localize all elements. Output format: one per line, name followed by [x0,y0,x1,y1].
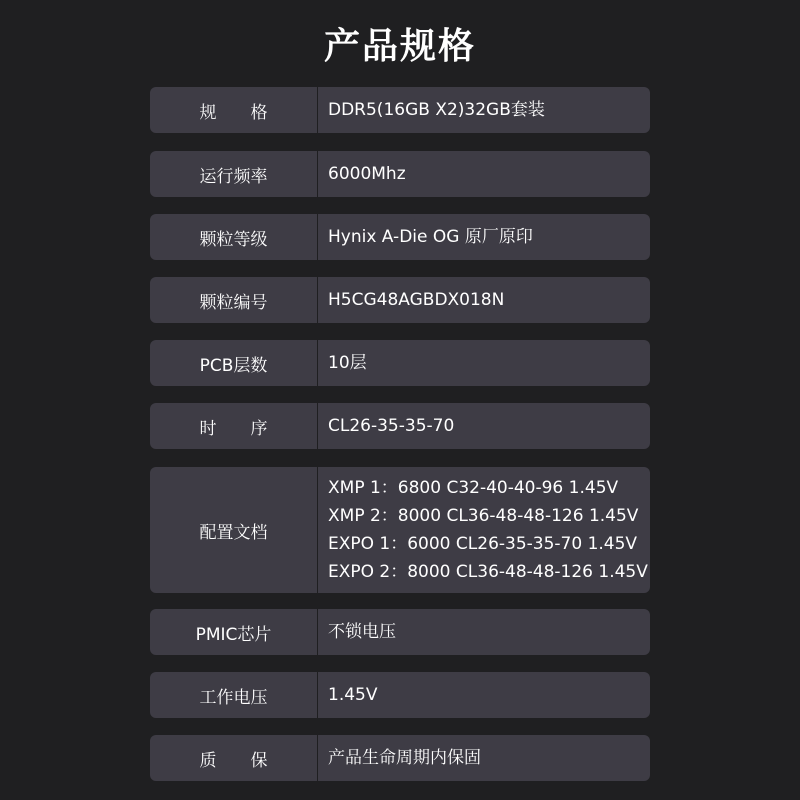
spec-label: PMIC芯片 [195,624,272,645]
profile-line: XMP 1：6800 C32-40-40-96 1.45V [328,478,619,498]
divider [317,214,318,260]
divider [317,609,318,655]
spec-label: 工作电压 [199,687,268,708]
spec-value: Hynix A-Die OG 原厂原印 [328,227,533,247]
spec-label: 颗粒等级 [199,229,268,250]
spec-row-warranty [150,735,650,781]
page-title: 产品规格 [323,26,476,67]
spec-value: DDR5(16GB X2)32GB套装 [328,100,545,120]
profile-line: EXPO 2：8000 CL36-48-48-126 1.45V [328,562,648,582]
spec-label: 规 格 [199,102,268,123]
spec-value: 产品生命周期内保固 [328,748,481,768]
spec-row-timing [150,403,650,449]
spec-row-chip-number [150,277,650,323]
profile-line: XMP 2：8000 CL36-48-48-126 1.45V [328,506,639,526]
divider [317,151,318,197]
divider [317,340,318,386]
spec-value: 不锁电压 [328,622,396,642]
spec-row-voltage [150,672,650,718]
spec-row-size [150,87,650,133]
spec-value: H5CG48AGBDX018N [328,290,505,310]
spec-value: 1.45V [328,685,378,705]
spec-label: 时 序 [199,418,268,439]
divider [317,672,318,718]
spec-row-profiles [150,467,650,593]
spec-label: 颗粒编号 [199,292,268,313]
profile-line: EXPO 1：6000 CL26-35-35-70 1.45V [328,534,638,554]
spec-value: 10层 [328,353,367,373]
spec-label: 运行频率 [199,166,268,187]
divider [317,87,318,133]
divider [317,403,318,449]
spec-row-pmic [150,609,650,655]
spec-value-list [328,467,648,593]
spec-row-frequency [150,151,650,197]
divider [317,467,318,593]
divider [317,277,318,323]
spec-value: 6000Mhz [328,164,406,184]
spec-label: PCB层数 [199,355,268,376]
spec-row-pcb-layers [150,340,650,386]
spec-value: CL26-35-35-70 [328,416,455,436]
spec-row-chip-grade [150,214,650,260]
divider [317,735,318,781]
spec-label: 质 保 [199,750,268,771]
spec-label: 配置文档 [199,522,268,543]
